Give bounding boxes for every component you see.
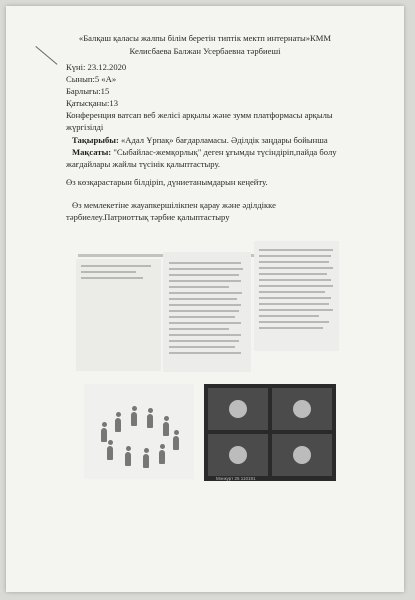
topic-text: «Адал Ұрпақ» бағдарламасы. Әдiлдiк заңдары бойынша — [121, 135, 328, 145]
slide-left — [76, 259, 161, 371]
video-caption: Мэнкурт 25 110191 — [216, 476, 256, 481]
attended-line: Қатысқаны:13 — [66, 98, 119, 108]
goal-line-2: жағдайлары жайлы түсінік қалыптастыру. — [66, 159, 221, 169]
participant-tile — [208, 434, 268, 476]
class-line: Сынып:5 «А» — [66, 74, 117, 84]
people-circle-image — [84, 384, 194, 479]
goal-text: "Сыбайлас-жемқорлық" деген ұғымды түсіндіріп,пайда болу — [113, 147, 337, 157]
paragraph-2: Өз мемлекетіне жауапкершілікпен қарау және әділдікке — [72, 200, 276, 210]
goal-label: Мақсаты: — [72, 147, 112, 157]
slide-text-right — [254, 241, 339, 351]
scanned-page — [6, 6, 404, 592]
teacher-name: Келисбаева Балжан Усербаевна тәрбиеші — [129, 46, 281, 56]
paragraph-1: Өз көзқарастарын білдіріп, дүниетанымдарын кеңейту. — [66, 177, 268, 187]
participant-tile — [272, 388, 332, 430]
conference-line-2: жүргізілді — [66, 122, 104, 132]
goal-line — [72, 146, 337, 158]
topic-label: Тақырыбы: — [72, 135, 119, 145]
video-conference-screenshot — [204, 384, 336, 481]
total-line: Барлығы:15 — [66, 86, 110, 96]
date-line: Күні: 23.12.2020 — [66, 62, 127, 72]
school-name: «Балқаш қаласы жалпы білім беретін типтік мектп интернаты»КММ — [78, 33, 332, 43]
conference-line: Конференция ватсап веб желісі арқылы және зумм платформасы арқылы — [66, 110, 333, 120]
slide-text-middle — [163, 252, 251, 372]
participant-tile — [272, 434, 332, 476]
paragraph-2-cont: тәрбиелеу.Патриоттық тәрбие қалыптастыру — [66, 212, 230, 222]
topic-line — [72, 134, 328, 146]
participant-tile — [208, 388, 268, 430]
